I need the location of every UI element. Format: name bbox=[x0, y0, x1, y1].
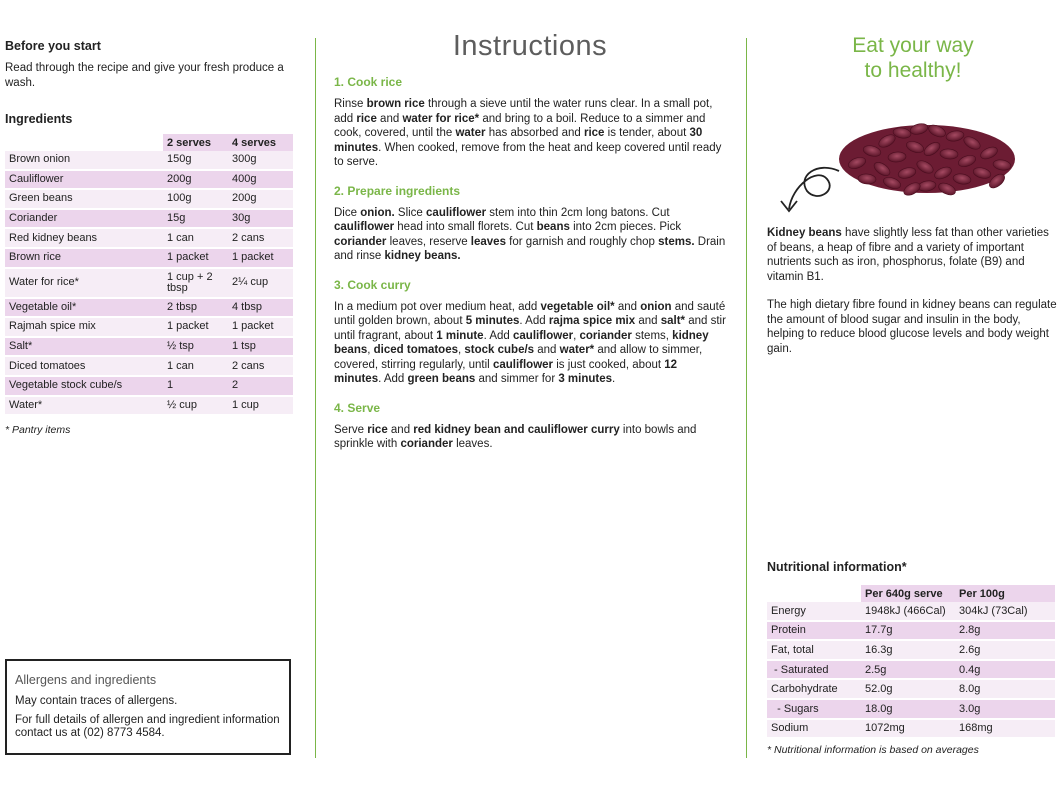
ingredient-qty-4: 1 packet bbox=[228, 248, 293, 268]
ingredient-name: Green beans bbox=[5, 189, 163, 209]
before-you-start-heading: Before you start bbox=[5, 39, 101, 53]
ingredient-qty-4: 30g bbox=[228, 209, 293, 229]
ingredient-name: Diced tomatoes bbox=[5, 356, 163, 376]
tagline-line-1: Eat your way bbox=[852, 34, 974, 57]
ingredient-qty-4: 2 bbox=[228, 376, 293, 396]
table-row bbox=[767, 602, 1055, 621]
ingredient-qty-4: 1 packet bbox=[228, 317, 293, 337]
per-serve-header: Per 640g serve bbox=[861, 585, 955, 602]
table-row bbox=[767, 699, 1055, 719]
two-serves-header: 2 serves bbox=[163, 134, 228, 151]
instructions-heading: Instructions bbox=[452, 30, 608, 62]
ingredient-qty-2: ½ cup bbox=[163, 396, 228, 416]
ingredient-qty-2: 1 packet bbox=[163, 248, 228, 268]
nutrient-per-100g: 2.8g bbox=[955, 621, 1055, 641]
ingredient-qty-4: 2 cans bbox=[228, 356, 293, 376]
allergens-contact-text: For full details of allergen and ingredient information contact us at (02) 8773 4584. bbox=[15, 714, 280, 739]
ingredient-qty-4: 4 tbsp bbox=[228, 298, 293, 318]
nutrient-name: Protein bbox=[767, 621, 861, 641]
ingredient-qty-2: 100g bbox=[163, 189, 228, 209]
nutrient-name: Carbohydrate bbox=[767, 679, 861, 699]
table-row bbox=[5, 298, 293, 318]
nutrition-footnote: * Nutritional information is based on averages bbox=[767, 744, 979, 756]
ingredient-qty-2: 200g bbox=[163, 170, 228, 190]
table-row bbox=[767, 660, 1055, 680]
left-column bbox=[5, 30, 295, 436]
nutrient-per-serve: 2.5g bbox=[861, 660, 955, 680]
divider-right bbox=[746, 38, 747, 758]
ingredient-name: Water for rice* bbox=[5, 268, 163, 298]
kidney-beans-illustration bbox=[767, 91, 1059, 226]
nutrient-name: Fat, total bbox=[767, 640, 861, 660]
nutrient-per-100g: 2.6g bbox=[955, 640, 1055, 660]
tagline-line-2: to healthy! bbox=[864, 59, 962, 82]
nutrient-per-100g: 0.4g bbox=[955, 660, 1055, 680]
ingredients-table bbox=[5, 134, 293, 416]
step-1-text: Rinse brown rice through a sieve until the water runs clear. In a small pot, add rice and water for rice* and bring to a boil. Reduce to a simmer and cook, covered, until the water has absorbed and rice is tender, about 30 minutes. When cooked, remove from the heat and keep covered until ready to serve. bbox=[334, 98, 722, 168]
right-column bbox=[767, 30, 1059, 356]
table-row bbox=[767, 719, 1055, 739]
ingredients-heading: Ingredients bbox=[5, 112, 73, 126]
ingredient-qty-2: 1 cup + 2 tbsp bbox=[163, 268, 228, 298]
four-serves-header: 4 serves bbox=[228, 134, 293, 151]
nutrient-name: - Saturated bbox=[767, 660, 861, 680]
allergens-box bbox=[5, 659, 291, 755]
step-4-text: Serve rice and red kidney bean and cauliflower curry into bowls and sprinkle with coriander leaves. bbox=[334, 423, 697, 450]
ingredient-qty-4: 1 cup bbox=[228, 396, 293, 416]
table-row bbox=[5, 151, 293, 170]
ingredient-name: Rajmah spice mix bbox=[5, 317, 163, 337]
ingredient-qty-4: 200g bbox=[228, 189, 293, 209]
nutrient-col-header bbox=[767, 585, 861, 602]
step-4-title: 4. Serve bbox=[334, 400, 381, 415]
nutrient-per-serve: 1072mg bbox=[861, 719, 955, 739]
ingredient-qty-4: 1 tsp bbox=[228, 337, 293, 357]
table-row bbox=[767, 679, 1055, 699]
nutrition-table bbox=[767, 585, 1055, 739]
before-you-start-text: Read through the recipe and give your fresh produce a wash. bbox=[5, 62, 284, 89]
step-1-title: 1. Cook rice bbox=[334, 75, 403, 89]
ingredient-name: Salt* bbox=[5, 337, 163, 357]
kidney-beans-fact-2: The high dietary fibre found in kidney beans can regulate the amount of blood sugar and insulin in the body, helping to reduce blood glucose levels and body weight gain. bbox=[767, 299, 1057, 355]
table-row bbox=[5, 170, 293, 190]
table-row bbox=[5, 248, 293, 268]
ingredient-col-header bbox=[5, 134, 163, 151]
nutrient-per-serve: 1948kJ (466Cal) bbox=[861, 602, 955, 621]
allergens-heading: Allergens and ingredients bbox=[15, 673, 157, 687]
ingredient-qty-2: 15g bbox=[163, 209, 228, 229]
ingredient-name: Brown rice bbox=[5, 248, 163, 268]
step-3-title: 3. Cook curry bbox=[334, 277, 411, 292]
ingredient-qty-4: 2 cans bbox=[228, 228, 293, 248]
nutrient-per-serve: 16.3g bbox=[861, 640, 955, 660]
ingredient-qty-2: 1 packet bbox=[163, 317, 228, 337]
table-row bbox=[767, 640, 1055, 660]
divider-left bbox=[315, 38, 316, 758]
tagline bbox=[773, 33, 1053, 83]
nutrient-per-serve: 17.7g bbox=[861, 621, 955, 641]
table-row bbox=[5, 209, 293, 229]
instructions-column bbox=[334, 30, 726, 452]
table-row bbox=[5, 376, 293, 396]
ingredient-name: Vegetable stock cube/s bbox=[5, 376, 163, 396]
table-row bbox=[767, 621, 1055, 641]
table-row bbox=[5, 396, 293, 416]
nutrient-name: Energy bbox=[767, 602, 861, 621]
pantry-note: * Pantry items bbox=[5, 424, 71, 437]
ingredient-qty-2: 1 can bbox=[163, 356, 228, 376]
ingredient-qty-2: 1 can bbox=[163, 228, 228, 248]
ingredient-qty-4: 300g bbox=[228, 151, 293, 170]
allergens-traces-text: May contain traces of allergens. bbox=[15, 695, 178, 707]
nutrient-name: Sodium bbox=[767, 719, 861, 739]
nutrient-per-serve: 18.0g bbox=[861, 699, 955, 719]
nutrient-per-100g: 8.0g bbox=[955, 679, 1055, 699]
nutrient-per-serve: 52.0g bbox=[861, 679, 955, 699]
kidney-beans-image bbox=[767, 91, 1059, 226]
nutrition-heading: Nutritional information* bbox=[767, 560, 907, 574]
nutrient-per-100g: 304kJ (73Cal) bbox=[955, 602, 1055, 621]
ingredient-name: Water* bbox=[5, 396, 163, 416]
ingredient-qty-4: 2¼ cup bbox=[228, 268, 293, 298]
table-row bbox=[5, 268, 293, 298]
nutrient-name: - Sugars bbox=[767, 699, 861, 719]
ingredient-qty-2: 1 bbox=[163, 376, 228, 396]
per-100g-header: Per 100g bbox=[955, 585, 1055, 602]
ingredient-name: Brown onion bbox=[5, 151, 163, 170]
table-row bbox=[5, 317, 293, 337]
ingredient-name: Red kidney beans bbox=[5, 228, 163, 248]
ingredient-qty-2: 150g bbox=[163, 151, 228, 170]
step-2-title: 2. Prepare ingredients bbox=[334, 183, 461, 198]
table-row bbox=[5, 228, 293, 248]
ingredient-qty-2: ½ tsp bbox=[163, 337, 228, 357]
nutrient-per-100g: 3.0g bbox=[955, 699, 1055, 719]
kidney-beans-fact-1: Kidney beans have slightly less fat than other varieties of beans, a heap of fibre and a variety of important nutrients such as iron, phosphorus, folate (B9) and vitamin B1. bbox=[767, 227, 1049, 283]
step-2-text: Dice onion. Slice cauliflower stem into thin 2cm long batons. Cut cauliflower head into small florets. Cut beans into 2cm pieces. Pick coriander leaves, reserve leaves for garnish and roughly chop stems. Drain and rinse kidney beans. bbox=[334, 206, 726, 262]
ingredient-name: Vegetable oil* bbox=[5, 298, 163, 318]
table-row bbox=[5, 189, 293, 209]
ingredient-qty-4: 400g bbox=[228, 170, 293, 190]
table-row bbox=[5, 356, 293, 376]
ingredient-qty-2: 2 tbsp bbox=[163, 298, 228, 318]
table-row bbox=[5, 337, 293, 357]
curly-arrow-icon bbox=[781, 168, 839, 211]
ingredient-name: Cauliflower bbox=[5, 170, 163, 190]
nutrient-per-100g: 168mg bbox=[955, 719, 1055, 739]
ingredient-name: Coriander bbox=[5, 209, 163, 229]
step-3-text: In a medium pot over medium heat, add vegetable oil* and onion and sauté until golden brown, about 5 minutes. Add rajma spice mix and salt* and stir until fragrant, about 1 minute. Add cauliflower, coriander stems, kidney beans, diced tomatoes, stock cube/s and water* and allow to simmer, covered, stirring regularly, until cauliflower is just cooked, about 12 minutes. Add green beans and simmer for 3 minutes. bbox=[334, 300, 726, 385]
